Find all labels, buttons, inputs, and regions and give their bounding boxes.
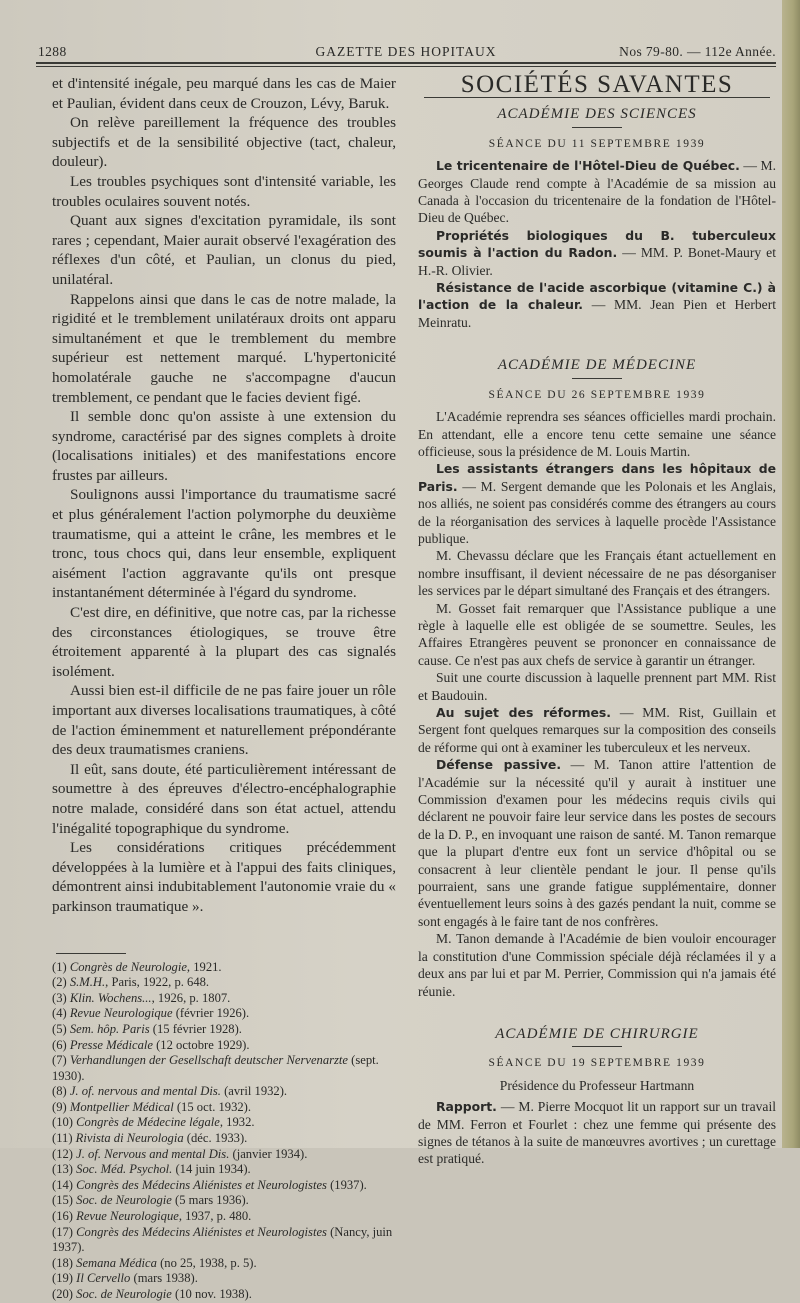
- seance-date: SÉANCE DU 19 SEPTEMBRE 1939: [488, 1057, 706, 1070]
- footnote-source: Soc. de Neurologie: [76, 1287, 172, 1301]
- footnote-detail: (janvier 1934).: [229, 1146, 308, 1161]
- footnote: [52, 1256, 396, 1272]
- footnote-number: (11): [52, 1131, 76, 1146]
- paragraph: C'est dire, en définitive, que notre cas, par la richesse des circonstances étiologiques, se trouve être étroitement apparenté à la plupart des cas signalés isolément.: [52, 604, 396, 680]
- footnote-detail: , 1921.: [186, 959, 222, 974]
- right-column: [418, 71, 776, 1168]
- academy-sciences-title: ACADÉMIE DES SCIENCES: [497, 106, 697, 123]
- paragraph: [418, 756, 776, 930]
- item-heading: Résistance de l'acide ascorbique (vitamine C.) à l'action de la chaleur.: [418, 280, 776, 313]
- item-heading: Rapport.: [436, 1099, 497, 1115]
- footnote-number: (1): [52, 959, 70, 974]
- header-rule-thin: [36, 66, 776, 67]
- footnote-number: (7): [52, 1053, 70, 1068]
- footnote-detail: , 1937, p. 480.: [178, 1209, 252, 1224]
- footnote-source: Soc. de Neurologie: [76, 1193, 172, 1208]
- footnote-detail: (Nancy, juin 1937).: [52, 1224, 393, 1255]
- footnote-source: Soc. Méd. Psychol.: [76, 1162, 173, 1177]
- paragraph: Il semble donc qu'on assiste à une extension du syndrome, caractérisé par des signes complets à droite (localisations initiales) et des manifestations encore frustes par ailleurs.: [52, 408, 396, 484]
- paragraph: [418, 279, 776, 331]
- footnote-number: (17): [52, 1224, 77, 1239]
- footnote-number: (10): [52, 1115, 77, 1130]
- footnote-source: Klin. Wochens...: [69, 990, 152, 1005]
- footnote-number: (18): [52, 1255, 77, 1270]
- paragraph: [418, 600, 776, 670]
- paragraph: [418, 227, 776, 279]
- footnote-number: (8): [52, 1084, 70, 1099]
- footnote-list: [52, 960, 396, 1303]
- footnote-number: (4): [52, 1006, 70, 1021]
- footnote: [52, 1115, 396, 1131]
- item-text: Suit une courte discussion à laquelle prennent part MM. Rist et Baudouin.: [418, 670, 776, 703]
- footnote-detail: (avril 1932).: [220, 1084, 288, 1099]
- item-text: M. Gosset fait remarquer que l'Assistance publique a une règle à laquelle elle est obligée de se soumettre. Seules, les Affaires Etrangères peuvent se prononcer en connaissance de cause. Ce n'est pas aux chefs de service à garantir un étranger.: [418, 600, 776, 668]
- footnote-number: (15): [52, 1193, 77, 1208]
- medecine-items: [418, 460, 776, 1000]
- footnote-detail: (5 mars 1936).: [171, 1193, 249, 1208]
- footnote-detail: (no 25, 1938, p. 5).: [156, 1255, 257, 1270]
- footnote: [52, 1131, 396, 1147]
- paragraph: [418, 1098, 776, 1168]
- item-heading: Propriétés biologiques du B. tuberculeux soumis à l'action du Radon.: [418, 227, 776, 261]
- footnote-number: (19): [52, 1271, 77, 1286]
- item-text: — M. Pierre Mocquot lit un rapport sur un travail de MM. Ferron et Fourlet : chez une femme qui présente des signes de tétanos à la suite de manœuvres avortives ; un curettage est pratiqué.: [418, 1099, 776, 1167]
- footnote-detail: , 1932.: [219, 1115, 255, 1130]
- page-number: 1288: [38, 44, 67, 59]
- footnote: [52, 1100, 396, 1116]
- academy-medecine-title: ACADÉMIE DE MÉDECINE: [497, 357, 697, 374]
- footnote-detail: (sept. 1930).: [52, 1053, 379, 1083]
- paragraph: Les considérations critiques précédemment développées à la lumière et à l'appui des faits cliniques, démontrent ainsi indubitablement l'autonomie vraie du « parkinson traumatique ».: [52, 839, 396, 915]
- footnote-rule: [56, 953, 126, 954]
- item-text: M. Tanon demande à l'Académie de bien vouloir encourager la constitution d'une Commission spéciale déjà réclamées il y a deux ans par lui et par M. Perrier, Commission qui n'a jamais été réunie.: [418, 931, 776, 999]
- footnote: [52, 1038, 396, 1054]
- footnote: [52, 1209, 396, 1225]
- footnote-source: Il Cervello: [76, 1271, 131, 1286]
- seance-date: SÉANCE DU 11 SEPTEMBRE 1939: [488, 137, 706, 150]
- footnote: [52, 1193, 396, 1209]
- footnote-source: J. of. Nervous and mental Dis.: [76, 1146, 230, 1161]
- presidence-line: Présidence du Professeur Hartmann: [499, 1077, 695, 1093]
- footnote: [52, 1162, 396, 1178]
- footnote-detail: (15 oct. 1932).: [173, 1099, 252, 1114]
- footnote-number: (9): [52, 1099, 70, 1114]
- footnote-number: (2): [52, 975, 70, 990]
- paragraph: [418, 704, 776, 756]
- footnote-number: (12): [52, 1146, 77, 1161]
- footnote-detail: (déc. 1933).: [183, 1131, 248, 1146]
- footnote-detail: (15 février 1928).: [149, 1021, 242, 1036]
- footnote-number: (20): [52, 1287, 77, 1301]
- paragraph: Quant aux signes d'excitation pyramidale, ils sont rares ; cependant, Maier aurait observé l'exagération des réflexes d'un côté, et Paulian, un clonus du pied, unilatéral.: [52, 212, 396, 288]
- item-text: M. Chevassu déclare que les Français étant actuellement en nombre insuffisant, il devient nécessaire de ne pas désorganiser les services par le départ simultané des Français et des étrangers.: [418, 548, 776, 599]
- footnote: [52, 1287, 396, 1303]
- footnote-detail: (1937).: [326, 1177, 367, 1192]
- paragraph: [418, 547, 776, 599]
- footnotes: [52, 953, 396, 1303]
- paragraph: Aussi bien est-il difficile de ne pas faire jouer un rôle important aux diverses localisations traumatiques, à côté de l'action éminemment et naturellement prépondérante des deux traumatismes craniens.: [52, 682, 396, 759]
- footnote: [52, 1022, 396, 1038]
- footnote-source: Revue Neurologique: [76, 1209, 179, 1224]
- item-text: — MM. Jean Pien et Herbert Meinratu.: [418, 297, 776, 330]
- paragraph: [418, 460, 776, 547]
- footnote: [52, 1006, 396, 1022]
- footnote-source: Montpellier Médical: [69, 1099, 174, 1114]
- item-text: — M. Tanon attire l'attention de l'Académie sur la nécessité qu'il y aurait à instituer une Commission d'examen pour les médecins requis civils qui déclarent ne pouvoir faire leur service dans les postes de secours de la D. P., en invoquant une raison de santé. M. Tanon remarque que la plupart d'entre eux font un service d'hôpital ou se consacrent à leur clientèle pendant le jour. Il pense qu'ils pourraient, sans une grande fatigue supplémentaire, donner éventuellement leurs soins à des gazés pendant la nuit, comme se sont engagés à le faire tant de nos confrères.: [418, 757, 776, 929]
- short-rule: [572, 127, 622, 128]
- footnote-source: Sem. hôp. Paris: [69, 1021, 150, 1036]
- footnote-source: J. of. nervous and mental Dis.: [69, 1084, 221, 1099]
- paragraph: [418, 669, 776, 704]
- footnote-detail: (12 octobre 1929).: [152, 1037, 250, 1052]
- footnote-detail: (mars 1938).: [130, 1271, 198, 1286]
- issue-number: Nos 79-80. — 112e Année.: [619, 44, 776, 59]
- paragraph: Les troubles psychiques sont d'intensité variable, les troubles oculaires souvent notés.: [52, 172, 396, 210]
- journal-title: GAZETTE DES HOPITAUX: [315, 44, 497, 59]
- footnote-source: Presse Médicale: [69, 1037, 153, 1052]
- footnote-detail: (14 juin 1934).: [172, 1162, 251, 1177]
- footnote-number: (14): [52, 1177, 77, 1192]
- page-edge: [782, 0, 800, 1148]
- footnote-source: S.M.H.: [69, 975, 106, 990]
- footnote-source: Congrès de Médecine légale: [76, 1115, 220, 1130]
- footnote-source: Congrès de Neurologie: [69, 959, 187, 974]
- footnote-detail: , Paris, 1922, p. 648.: [105, 975, 210, 990]
- footnote: [52, 960, 396, 976]
- footnote-number: (3): [52, 990, 70, 1005]
- footnote: [52, 991, 396, 1007]
- item-text: — MM. Rist, Guillain et Sergent font quelques remarques sur la composition des conseils de réforme qui ont à examiner les tuberculeux et les nerveux.: [418, 705, 776, 755]
- paragraph: [418, 930, 776, 1000]
- short-rule: [572, 1046, 622, 1047]
- footnote-source: Revue Neurologique: [69, 1006, 173, 1021]
- item-heading: Au sujet des réformes.: [436, 705, 611, 720]
- paragraph: et d'intensité inégale, peu marqué dans les cas de Maier et Paulian, évident dans ceux de Crouzon, Lévy, Baruk.: [52, 75, 396, 112]
- footnote-number: (6): [52, 1037, 70, 1052]
- paragraph: Il eût, sans doute, été particulièrement intéressant de soumettre à des épreuves d'électro-encéphalographie notre malade, considéré dans son état actuel, attendu l'inégalité topographique du syndrome.: [52, 760, 396, 837]
- sciences-items: [418, 157, 776, 331]
- section-title: SOCIÉTÉS SAVANTES: [460, 71, 734, 98]
- seance-date: SÉANCE DU 26 SEPTEMBRE 1939: [488, 388, 706, 401]
- footnote-source: Congrès des Médecins Aliénistes et Neurologistes: [76, 1224, 327, 1239]
- footnote: [52, 975, 396, 991]
- footnote-number: (13): [52, 1162, 77, 1177]
- footnote-source: Verhandlungen der Gesellschaft deutscher Nervenarzte: [69, 1053, 349, 1068]
- paragraph: Soulignons aussi l'importance du traumatisme sacré et plus généralement l'action polymorphe du deuxième traumatisme, qui a atteint le crâne, les membres et le tronc, tous chocs qui, dans leur ensemble, expliquent aisément l'action aggravante qu'ils ont presque instantanément déterminée à l'égard du syndrome.: [52, 486, 396, 602]
- footnote: [52, 1084, 396, 1100]
- footnote: [52, 1053, 396, 1084]
- item-text: — M. Georges Claude rend compte à l'Académie de sa mission au Canada à l'occasion du tricentenaire de la fondation de l'Hôtel-Dieu de Québec.: [418, 158, 776, 226]
- footnote-source: Rivista di Neurologia: [75, 1131, 184, 1146]
- footnote-source: Congrès des Médecins Aliénistes et Neurologistes: [76, 1177, 327, 1192]
- short-rule: [572, 378, 622, 379]
- item-text: — M. Sergent demande que les Polonais et les Anglais, nos alliés, ne soient pas considérés comme des étrangers au cours de la réorganisation des services à laquelle procède l'Assistance publique.: [418, 478, 776, 546]
- footnote: [52, 1225, 396, 1256]
- item-heading: Le tricentenaire de l'Hôtel-Dieu de Québec.: [436, 158, 740, 174]
- left-column: [52, 74, 396, 1303]
- footnote-number: (16): [52, 1209, 77, 1224]
- footnote-detail: (10 nov. 1938).: [171, 1287, 252, 1301]
- paragraph: Rappelons ainsi que dans le cas de notre malade, la rigidité et le tremblement unilatéraux droits ont apparu simultanément et que le tremblement du membre supérieur est nettement marqué. L'hypertonicité homolatérale gauche ne s'accompagne d'aucun tremblement, ce pendant que le facies devient figé.: [52, 290, 396, 406]
- item-heading: Défense passive.: [436, 757, 562, 773]
- paragraph: On relève pareillement la fréquence des troubles subjectifs et de la sensibilité objective (tact, chaleur, douleur).: [52, 114, 396, 171]
- item-heading: Les assistants étrangers dans les hôpitaux de Paris.: [418, 461, 776, 494]
- running-header: [30, 40, 782, 62]
- footnote: [52, 1271, 396, 1287]
- footnote-detail: , 1926, p. 1807.: [151, 990, 231, 1005]
- academy-chirurgie-title: ACADÉMIE DE CHIRURGIE: [495, 1025, 699, 1042]
- footnote: [52, 1147, 396, 1163]
- footnote-detail: (février 1926).: [172, 1006, 250, 1021]
- footnote-source: Semana Médica: [76, 1255, 157, 1270]
- footnote-number: (5): [52, 1021, 70, 1036]
- footnote: [52, 1178, 396, 1194]
- paragraph: L'Académie reprendra ses séances officielles mardi prochain. En attendant, elle a encore tenu cette semaine une séance officieuse, sous la présidence de M. Louis Martin.: [418, 409, 776, 459]
- paragraph: [418, 157, 776, 227]
- header-rule: [36, 62, 776, 64]
- chirurgie-items: [418, 1098, 776, 1168]
- item-text: — MM. P. Bonet-Maury et H.-R. Olivier.: [418, 245, 776, 278]
